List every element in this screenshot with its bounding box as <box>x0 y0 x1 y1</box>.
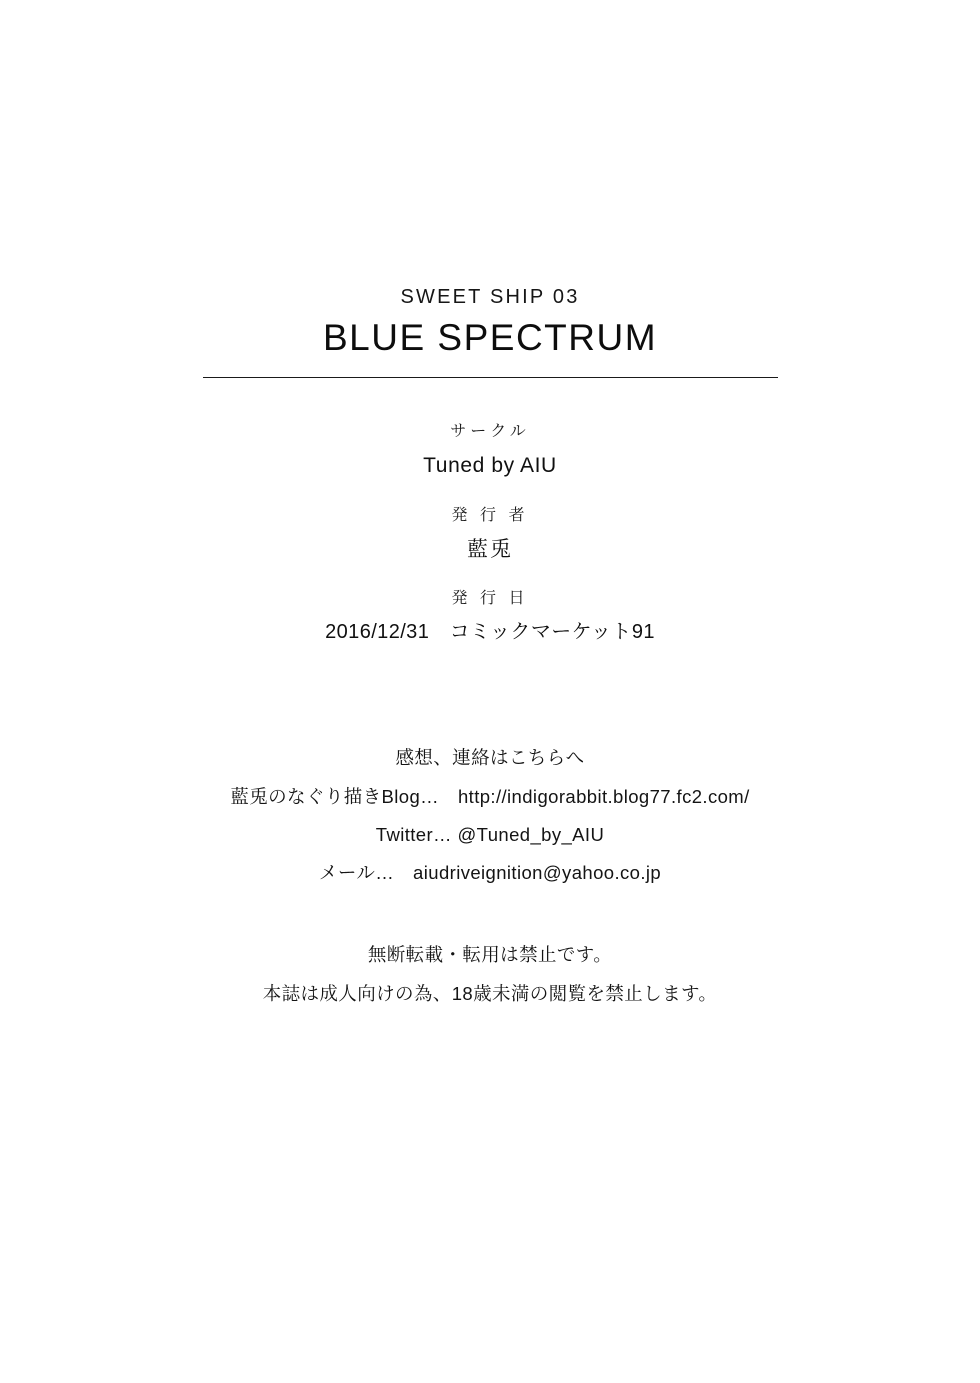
credit-publisher-value: 藍兎 <box>467 537 513 561</box>
notice-reprint: 無断転載・転用は禁止です。 <box>367 944 613 966</box>
notice-age-restriction: 本誌は成人向けの為、18歳未満の閲覧を禁止します。 <box>262 982 718 1004</box>
credit-circle-label: サークル <box>450 423 530 441</box>
contact-twitter: Twitter… @Tuned_by_AIU <box>375 823 605 845</box>
page-title: BLUE SPECTRUM <box>322 317 658 358</box>
notice-block <box>0 936 980 1013</box>
credit-date-value: 2016/12/31 コミックマーケット91 <box>325 621 655 644</box>
credit-circle-value: Tuned by AIU <box>423 454 557 478</box>
credit-date-label: 発 行 日 <box>451 590 529 608</box>
credits-list <box>0 420 980 647</box>
credit-publisher <box>0 504 980 566</box>
title-divider <box>203 377 778 378</box>
credit-circle <box>0 420 980 482</box>
contact-blog: 藍兎のなぐり描きBlog… http://indigorabbit.blog77.fc2.com/ <box>230 785 750 807</box>
colophon-block <box>0 285 980 1013</box>
credit-date <box>0 587 980 647</box>
contact-block <box>0 739 980 892</box>
series-title: SWEET SHIP 03 <box>400 286 580 308</box>
credit-publisher-label: 発 行 者 <box>451 506 529 524</box>
contact-heading: 感想、連絡はこちらへ <box>395 747 585 769</box>
contact-mail: メール… aiudriveignition@yahoo.co.jp <box>318 862 662 884</box>
